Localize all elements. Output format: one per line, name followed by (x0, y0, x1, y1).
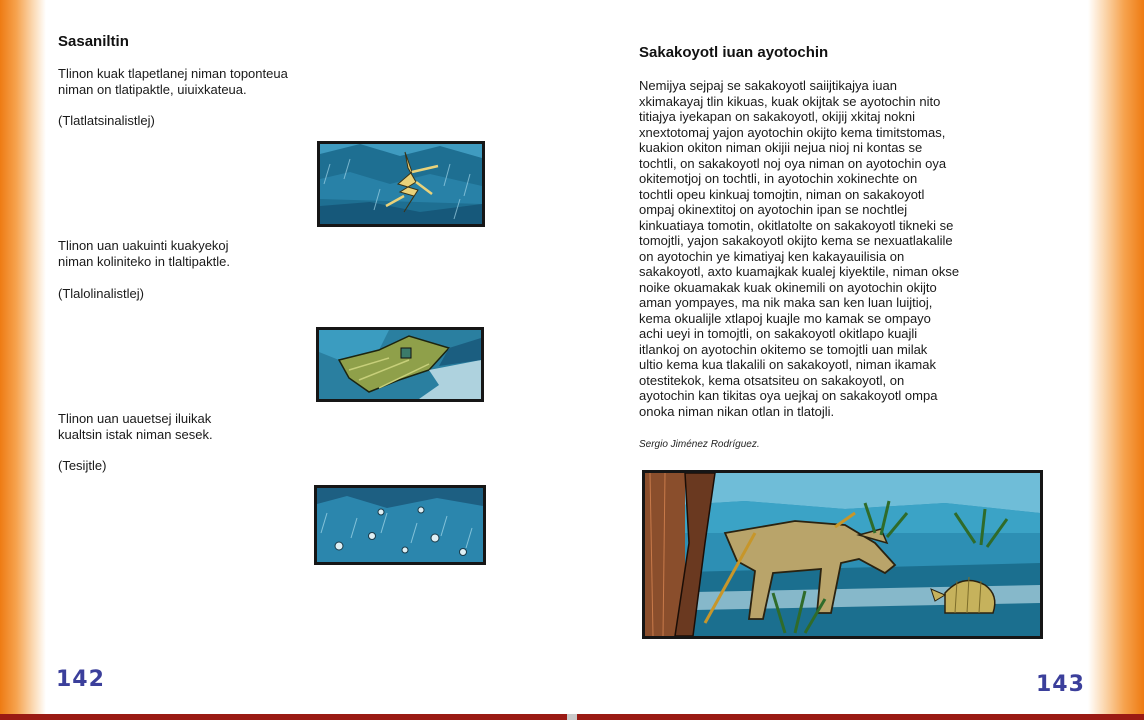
hail-image (317, 488, 483, 562)
story-line: on ayotochin ye kimatiyaj ken kakayauilisia on (639, 248, 905, 264)
riddle-1-line-1: Tlinon kuak tlapetlanej niman toponteua (58, 66, 288, 81)
story-line: xnextotomaj yajon ayotochin okijto kema timitstomas, (639, 124, 946, 140)
riddle-2-line-1: Tlinon uan uakuinti kuakyekoj (58, 238, 229, 253)
left-page (0, 0, 572, 714)
story-line: itlankoj on ayotochin okitemo se tomojtli uan milak (639, 341, 928, 357)
riddle-3-text (58, 411, 213, 442)
left-page-title: Sasaniltin (58, 33, 129, 50)
right-page (572, 0, 1144, 714)
story-line: achi ueyi in tomojtli, on sakakoyotl okitlapo kuajli (639, 326, 918, 341)
story-line: ultio kema kua tlakalili on sakakoyotl, niman ikamak (639, 357, 936, 372)
story-line: tomojtli, yajon sakakoyotl okijto kema se nexuatlakalile (639, 233, 953, 248)
story-line: ompaj okinextitoj on ayotochin ipan se nochtlej (639, 202, 908, 217)
lightning-image (320, 144, 482, 224)
left-page-edge (0, 0, 46, 714)
story-line: sakakoyotl, axto kuamajkak kualej kiyektile, niman okse (639, 264, 960, 279)
left-page-number: 142 (56, 667, 105, 692)
story-line: okitemotjoj on tochtli, in ayotochin xokinechte on (639, 171, 918, 186)
author-signature: Sergio Jiménez Rodríguez. (639, 439, 760, 450)
riddle-3-answer: (Tesijtle) (58, 458, 107, 473)
story-line: tochtli opeu kinkuaj tomojtin, niman on sakakoyotl (639, 186, 925, 202)
riddle-1-text (58, 66, 288, 97)
riddle-3-line-1: Tlinon uan uauetsej iluikak (58, 411, 212, 426)
riddle-3-line-2: kualtsin istak niman sesek. (58, 426, 213, 442)
story-line: Nemijya sejpaj se sakakoyotl saiijtikajya iuan (639, 78, 897, 93)
coyote-armadillo-illustration (642, 470, 1043, 639)
story-line: otestitekok, kema otsatsiteu on sakakoyotl, on (639, 372, 905, 388)
right-page-number: 143 (1036, 672, 1085, 697)
riddle-1-line-2: niman on tlatipaktle, uiuixkateua. (58, 81, 247, 97)
book-gutter (567, 714, 577, 720)
story-line: kuakion okiton niman okijii nejua nioj ni kontas se (639, 140, 923, 155)
story-line: onoka niman nikan otlan in tlatojli. (639, 403, 835, 419)
earthquake-image (319, 330, 481, 399)
riddle-2-text (58, 238, 230, 269)
story-line: aman yompayes, ma nik maka san ken luan luijtioj, (639, 295, 933, 310)
lightning-illustration (317, 141, 485, 227)
coyote-armadillo-image (645, 473, 1040, 636)
riddle-2-answer: (Tlalolinalistlej) (58, 286, 144, 301)
story-line: kema okualijle xtlapoj kuajle mo kamak se ompayo (639, 310, 931, 326)
story-title: Sakakoyotl iuan ayotochin (639, 44, 829, 61)
earthquake-illustration (316, 327, 484, 402)
story-body (639, 78, 1059, 419)
story-line: tochtli, on sakakoyotl noj oya niman on ayotochin oya (639, 155, 947, 171)
riddle-1-answer: (Tlatlatsinalistlej) (58, 113, 155, 128)
hail-illustration (314, 485, 486, 565)
story-line: noike okuamakak kuak okinemili on ayotochin okijto (639, 279, 937, 295)
story-line: ayotochin kan tikitas oya uejkaj on sakakoyotl ompa (639, 388, 938, 403)
story-line: kinkuatiaya tomotin, okitlatolte on sakakoyotl tikneki se (639, 217, 954, 233)
story-line: titiajya iyekapan on sakakoyotl, okijij xkitaj nokni (639, 109, 916, 124)
riddle-2-line-2: niman koliniteko in tlaltipaktle. (58, 253, 230, 269)
story-line: xkimakayaj tlin kikuas, kuak okijtak se ayotochin nito (639, 93, 941, 109)
right-page-edge (1088, 0, 1144, 714)
